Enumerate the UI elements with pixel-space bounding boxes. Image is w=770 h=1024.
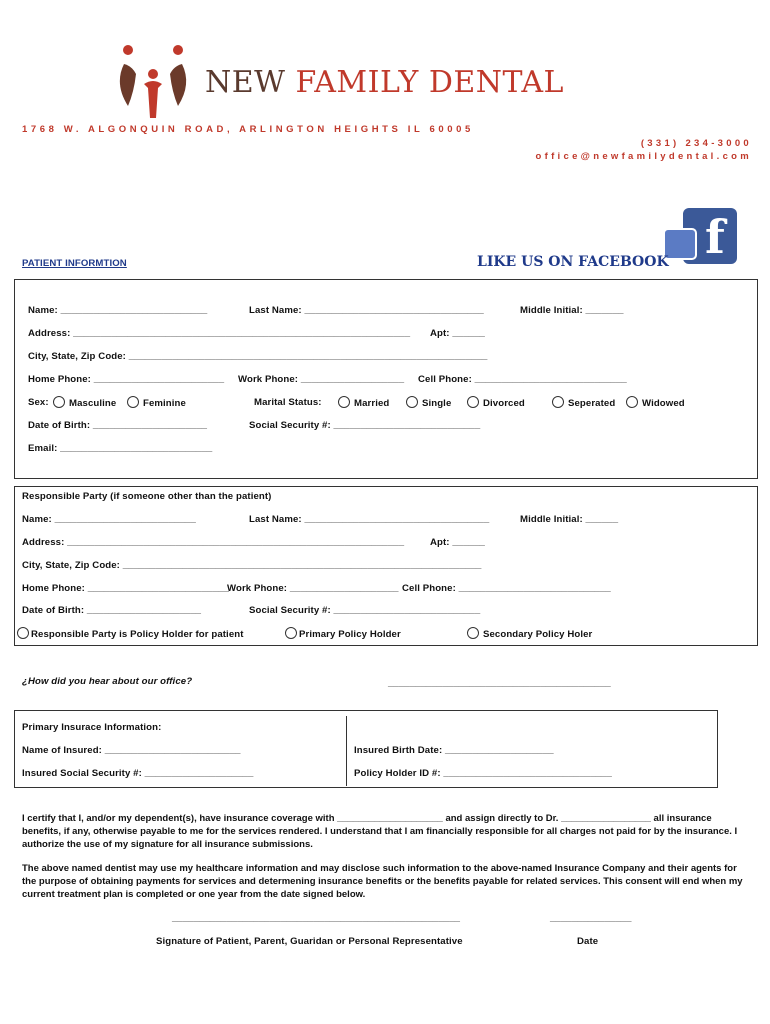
marital-married-option[interactable] [338,396,389,409]
widowed-label: Widowed [642,398,685,409]
patient-section-title: PATIENT INFORMTION [22,258,127,269]
radio-masculine[interactable] [53,396,65,408]
rp-ssn-field[interactable]: Social Security #: ___________________________ [249,605,481,616]
rp-middle-initial-field[interactable]: Middle Initial: ______ [520,514,619,525]
secondary-policy-holder-label: Secondary Policy Holer [483,629,593,640]
radio-feminine[interactable] [127,396,139,408]
rp-dob-field[interactable]: Date of Birth: _____________________ [22,605,202,616]
facebook-like-text[interactable]: LIKE US ON FACEBOOK [477,254,669,270]
referral-question: ¿How did you hear about our office? [22,676,193,687]
rp-address-field[interactable]: Address: ______________________________________________________________ [22,537,405,548]
facebook-like-icon[interactable]: f [663,208,737,266]
insurance-divider [346,716,347,786]
radio-seperated[interactable] [552,396,564,408]
information-disclosure-text: The above named dentist may use my healthcare information and may disclose such information to the above-named Insurance Company and their agents for the purpose of obtaining payments for services and determening insurance benefits or the benefits payable for related services. This consent will end when my current treatment plan is completed or one year from the date signed below. [22,863,743,900]
insurance-title: Primary Insurace Information: [22,722,162,733]
patient-last-name-field[interactable]: Last Name: _________________________________ [249,305,484,316]
rp-work-phone-field[interactable]: Work Phone: ____________________ [227,583,399,594]
responsible-party-title: Responsible Party (if someone other than the patient) [22,491,272,502]
rp-cell-phone-field[interactable]: Cell Phone: ____________________________ [402,583,611,594]
rp-policy-holder-label: Responsible Party is Policy Holder for patient [31,629,244,640]
secondary-policy-holder-option[interactable] [467,627,592,640]
insured-name-field[interactable]: Name of Insured: _________________________ [22,745,241,756]
insured-birth-date-field[interactable]: Insured Birth Date: ____________________ [354,745,554,756]
marital-single-option[interactable] [406,396,451,409]
insured-ssn-field[interactable]: Insured Social Security #: ____________________ [22,768,254,779]
patient-work-phone-field[interactable]: Work Phone: ___________________ [238,374,405,385]
rp-home-phone-field[interactable]: Home Phone: __________________________ [22,583,230,594]
feminine-label: Feminine [143,398,186,409]
primary-policy-holder-label: Primary Policy Holder [299,629,401,640]
signature-label: Signature of Patient, Parent, Guaridan or Personal Representative [156,936,463,947]
rp-last-name-field[interactable]: Last Name: __________________________________ [249,514,490,525]
logo-word-family-dental: FAMILY DENTAL [295,65,564,100]
patient-email-field[interactable]: Email: ____________________________ [28,443,213,454]
patient-middle-initial-field[interactable]: Middle Initial: _______ [520,305,624,316]
office-email: office@newfamilydental.com [535,151,752,162]
married-label: Married [354,398,390,409]
sex-feminine-option[interactable] [127,396,186,409]
logo-word-new: NEW [205,65,286,100]
radio-rp-policy-holder[interactable] [17,627,29,639]
rp-name-field[interactable]: Name: __________________________ [22,514,196,525]
patient-name-field[interactable]: Name: ___________________________ [28,305,208,316]
patient-ssn-field[interactable]: Social Security #: ___________________________ [249,420,481,431]
single-label: Single [422,398,452,409]
patient-home-phone-field[interactable]: Home Phone: ________________________ [28,374,225,385]
office-address: 1768 W. ALGONQUIN ROAD, ARLINGTON HEIGHTS IL 60005 [22,124,474,135]
radio-secondary-policy-holder[interactable] [467,627,479,639]
date-label: Date [577,936,599,947]
patient-apt-field[interactable]: Apt: ______ [430,328,485,339]
divorced-label: Divorced [483,398,525,409]
marital-status-label: Marital Status: [254,397,322,408]
patient-city-field[interactable]: City, State, Zip Code: __________________________________________________________________ [28,351,488,362]
date-line[interactable]: _______________ [550,913,632,924]
marital-widowed-option[interactable] [626,396,685,409]
patient-address-field[interactable]: Address: ______________________________________________________________ [28,328,411,339]
marital-seperated-option[interactable] [552,396,615,409]
radio-widowed[interactable] [626,396,638,408]
patient-cell-phone-field[interactable]: Cell Phone: ____________________________ [418,374,627,385]
signature-line[interactable]: _____________________________________________________ [172,913,461,924]
radio-single[interactable] [406,396,418,408]
sex-masculine-option[interactable] [53,396,116,409]
policy-holder-id-field[interactable]: Policy Holder ID #: _______________________________ [354,768,612,779]
insurance-certification-text: I certify that I, and/or my dependent(s), have insurance coverage with ____________________ and assign directly to Dr. _________________ all insurance benefits, if any, otherwise payable to me for the services rendered. I understand that I am financially responsible for all charges not paid for by the insurance. I authorize the use of my signature for all insurance submissions. [22,813,738,850]
primary-policy-holder-option[interactable] [285,627,401,640]
rp-apt-field[interactable]: Apt: ______ [430,537,485,548]
rp-policy-holder-option[interactable] [17,627,244,640]
seperated-label: Seperated [568,398,616,409]
logo-wordmark [205,65,564,100]
patient-dob-field[interactable]: Date of Birth: _____________________ [28,420,208,431]
radio-divorced[interactable] [467,396,479,408]
sex-label: Sex: [28,397,49,408]
office-phone: (331) 234-3000 [640,138,752,149]
radio-primary-policy-holder[interactable] [285,627,297,639]
family-logo-icon [114,44,194,124]
marital-divorced-option[interactable] [467,396,525,409]
referral-answer-line[interactable]: _________________________________________ [388,678,611,689]
rp-city-field[interactable]: City, State, Zip Code: __________________________________________________________________ [22,560,482,571]
masculine-label: Masculine [69,398,117,409]
radio-married[interactable] [338,396,350,408]
